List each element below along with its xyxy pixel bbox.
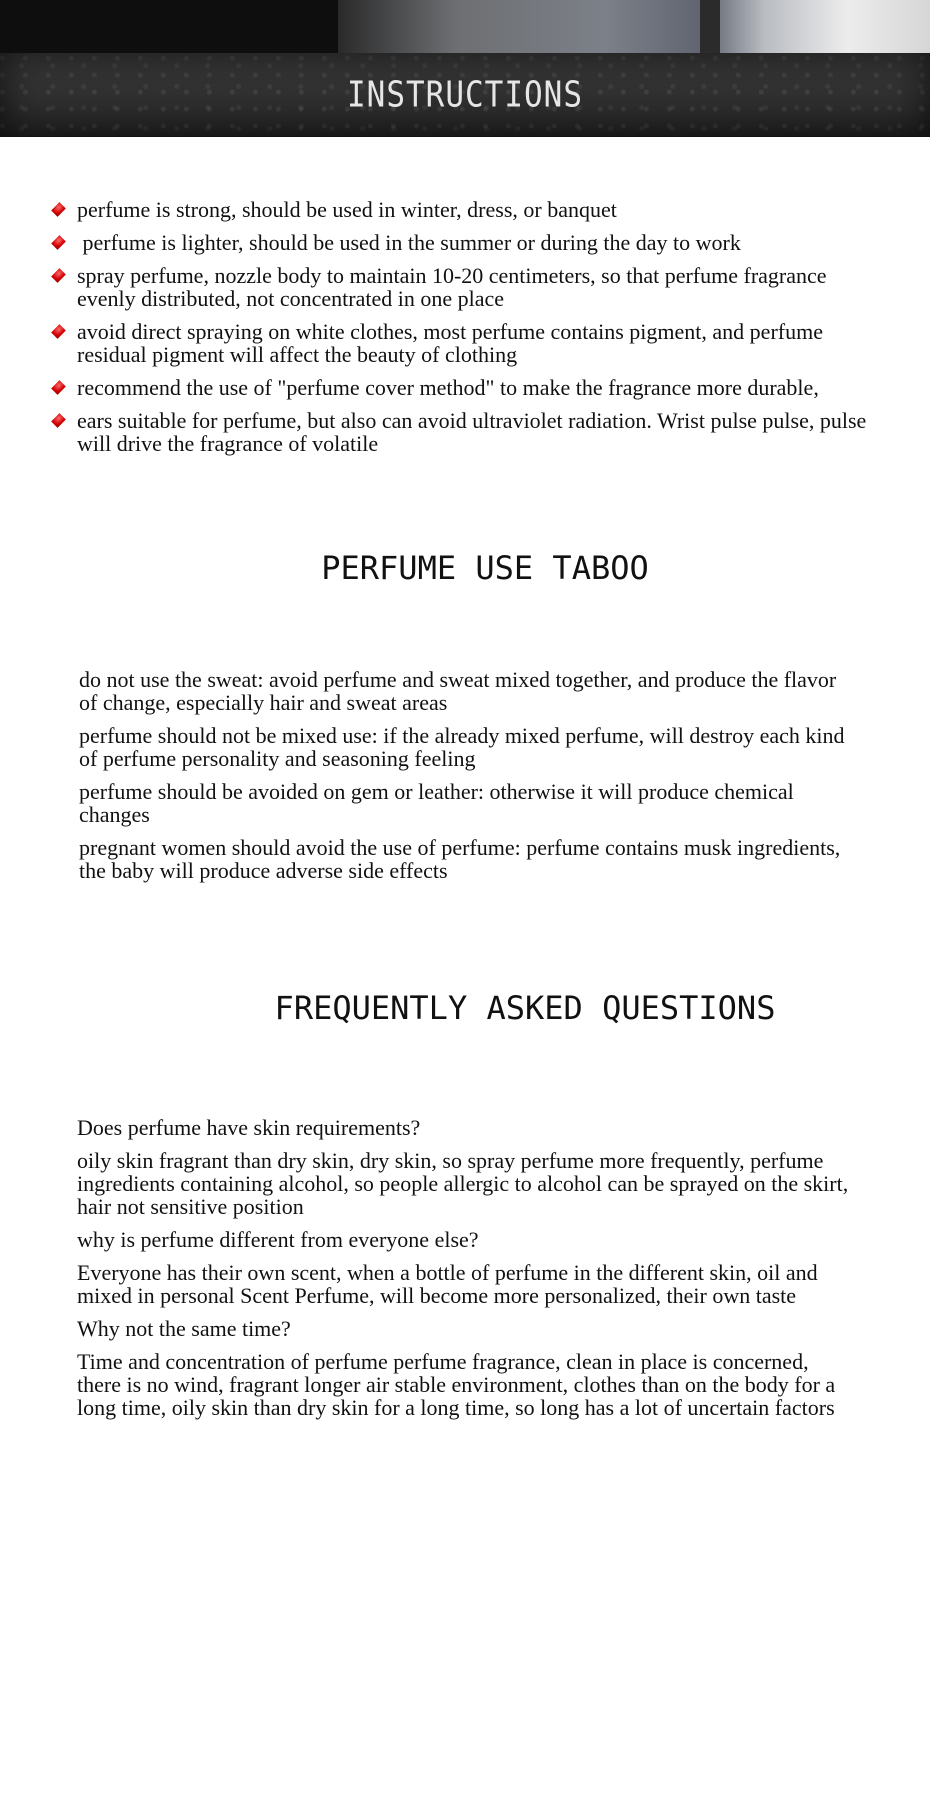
- instruction-text: perfume is strong, should be used in winter, dress, or banquet: [77, 197, 617, 222]
- faq-list: [77, 1116, 857, 1429]
- red-diamond-icon: [51, 202, 66, 217]
- faq-section-title: FREQUENTLY ASKED QUESTIONS: [274, 989, 776, 1027]
- instruction-text: recommend the use of "perfume cover method" to make the fragrance more durable,: [77, 375, 819, 400]
- red-diamond-icon: [51, 413, 66, 428]
- red-diamond-icon: [51, 380, 66, 395]
- instruction-item: [52, 409, 872, 455]
- model-photo: [338, 0, 930, 53]
- red-diamond-icon: [51, 268, 66, 283]
- instruction-item: [52, 376, 872, 399]
- instruction-text: perfume is lighter, should be used in the summer or during the day to work: [77, 230, 741, 255]
- faq-answer: Time and concentration of perfume perfume fragrance, clean in place is concerned, there is no wind, fragrant longer air stable environment, clothes than on the body for a long time, oily skin than dry skin for a long time, so long has a lot of uncertain factors: [77, 1349, 836, 1420]
- red-diamond-icon: [51, 235, 66, 250]
- instruction-item: [52, 320, 872, 366]
- model-photo-shadow: [700, 0, 720, 53]
- faq-question: why is perfume different from everyone else?: [77, 1227, 479, 1252]
- taboo-item: do not use the sweat: avoid perfume and sweat mixed together, and produce the flavor of change, especially hair and sweat areas: [79, 667, 837, 715]
- taboo-item: pregnant women should avoid the use of perfume: perfume contains musk ingredients, the baby will produce adverse side effects: [79, 835, 841, 883]
- red-diamond-icon: [51, 324, 66, 339]
- faq-question: Does perfume have skin requirements?: [77, 1115, 421, 1140]
- instructions-list: [52, 198, 872, 465]
- banner-title: INSTRUCTIONS: [347, 74, 583, 116]
- instructions-banner: [0, 53, 930, 137]
- faq-question: Why not the same time?: [77, 1316, 291, 1341]
- taboo-item: perfume should not be mixed use: if the already mixed perfume, will destroy each kind of perfume personality and seasoning feeling: [79, 723, 845, 771]
- instruction-text: ears suitable for perfume, but also can avoid ultraviolet radiation. Wrist pulse pulse, pulse will drive the fragrance of volatile: [77, 408, 867, 456]
- instruction-item: [52, 198, 872, 221]
- taboo-section-title: PERFUME USE TABOO: [321, 549, 649, 587]
- faq-answer: oily skin fragrant than dry skin, dry skin, so spray perfume more frequently, perfume ingredients containing alcohol, so people allergic to alcohol can be sprayed on the skirt, hair not sensitive position: [77, 1148, 849, 1219]
- instruction-item: [52, 264, 872, 310]
- taboo-list: [79, 668, 859, 892]
- faq-answer: Everyone has their own scent, when a bottle of perfume in the different skin, oil and mixed in personal Scent Perfume, will become more personalized, their own taste: [77, 1260, 818, 1308]
- instruction-item: [52, 231, 872, 254]
- product-photo-strip: [0, 0, 930, 53]
- instruction-text: spray perfume, nozzle body to maintain 10-20 centimeters, so that perfume fragrance evenly distributed, not concentrated in one place: [77, 263, 827, 311]
- taboo-item: perfume should be avoided on gem or leather: otherwise it will produce chemical changes: [79, 779, 794, 827]
- instruction-text: avoid direct spraying on white clothes, most perfume contains pigment, and perfume residual pigment will affect the beauty of clothing: [77, 319, 823, 367]
